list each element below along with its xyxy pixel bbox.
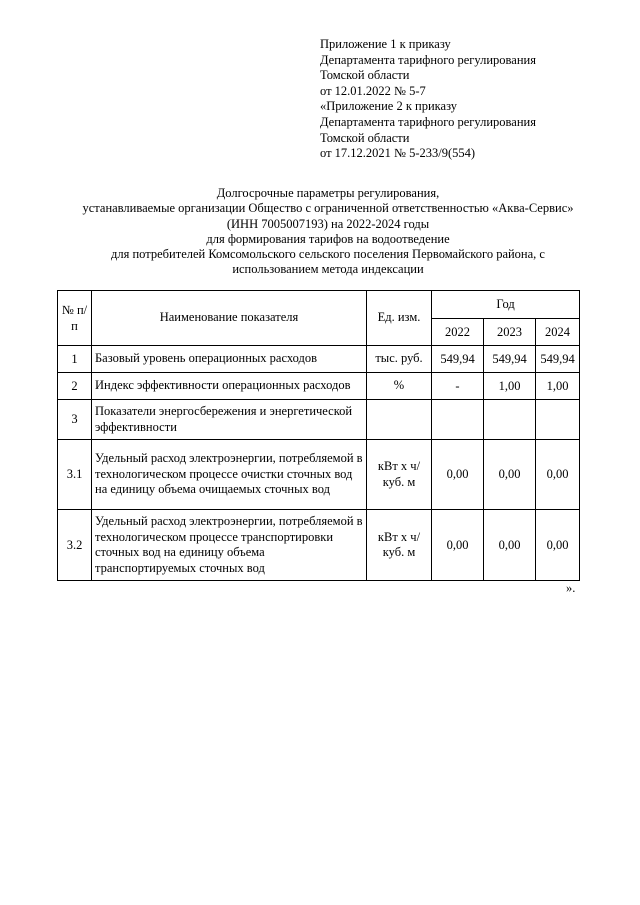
row-value: 1,00 — [536, 373, 580, 400]
title-line: (ИНН 7005007193) на 2022-2024 годы — [226, 216, 430, 231]
row-name: Показатели энергосбережения и энергетической эффективности — [92, 400, 367, 440]
row-unit: % — [367, 373, 432, 400]
row-value: 549,94 — [484, 346, 536, 373]
header-line: от 17.12.2021 № 5-233/9(554) — [320, 146, 476, 161]
header-num: № п/п — [58, 291, 92, 346]
row-value: - — [432, 373, 484, 400]
row-num: 3.1 — [58, 440, 92, 510]
row-value: 549,94 — [432, 346, 484, 373]
row-unit — [367, 400, 432, 440]
row-value: 0,00 — [536, 440, 580, 510]
table-row — [58, 440, 580, 510]
table-row — [58, 346, 580, 373]
row-value — [484, 400, 536, 440]
row-num: 3.2 — [58, 510, 92, 581]
header-line: Приложение 1 к приказу — [320, 37, 451, 51]
row-value: 0,00 — [484, 440, 536, 510]
row-value — [536, 400, 580, 440]
row-unit: кВт х ч/куб. м — [367, 440, 432, 510]
row-name: Индекс эффективности операционных расходов — [92, 373, 367, 400]
row-unit: кВт х ч/куб. м — [367, 510, 432, 581]
table-header-row — [58, 291, 580, 319]
title-line: для потребителей Комсомольского сельского поселения Первомайского района, с — [111, 247, 545, 262]
title-line: устанавливаемые организации Общество с ограниченной ответственностью «Аква-Сервис» — [82, 201, 574, 216]
header-year: 2023 — [484, 319, 536, 346]
closing-quote: ». — [566, 581, 576, 595]
row-value: 0,00 — [432, 440, 484, 510]
title-line: использованием метода индексации — [232, 262, 424, 277]
header-line: Департамента тарифного регулирования — [320, 114, 536, 129]
header-year-group: Год — [432, 291, 580, 319]
title-line: для формирования тарифов на водоотведение — [206, 231, 450, 246]
row-unit: тыс. руб. — [367, 346, 432, 373]
parameters-table — [57, 290, 580, 581]
row-num: 3 — [58, 400, 92, 440]
row-name: Удельный расход электроэнергии, потребляемой в технологическом процессе транспортировки сточных вод на единицу объема транспортируемых сточных вод — [92, 510, 367, 581]
row-value: 0,00 — [432, 510, 484, 581]
header-line: Томской области — [320, 68, 410, 83]
row-value: 1,00 — [484, 373, 536, 400]
row-name: Базовый уровень операционных расходов — [92, 346, 367, 373]
table-row — [58, 373, 580, 400]
header-line: «Приложение 2 к приказу — [320, 99, 458, 114]
row-value — [432, 400, 484, 440]
row-value: 0,00 — [536, 510, 580, 581]
header-line: от 12.01.2022 № 5-7 — [320, 83, 426, 98]
header-unit: Ед. изм. — [367, 291, 432, 346]
header-line: Департамента тарифного регулирования — [320, 52, 536, 67]
title-line: Долгосрочные параметры регулирования, — [216, 186, 440, 200]
header-year: 2024 — [536, 319, 580, 346]
header-line: Томской области — [320, 130, 410, 145]
table-row — [58, 510, 580, 581]
table-row — [58, 400, 580, 440]
row-value: 0,00 — [484, 510, 536, 581]
row-value: 549,94 — [536, 346, 580, 373]
row-num: 2 — [58, 373, 92, 400]
row-num: 1 — [58, 346, 92, 373]
row-name: Удельный расход электроэнергии, потребляемой в технологическом процессе очистки сточных вод на единицу объема очищаемых сточных вод — [92, 440, 367, 510]
header-name: Наименование показателя — [92, 291, 367, 346]
document-title — [40, 186, 616, 278]
header-year: 2022 — [432, 319, 484, 346]
appendix-header — [320, 37, 536, 162]
